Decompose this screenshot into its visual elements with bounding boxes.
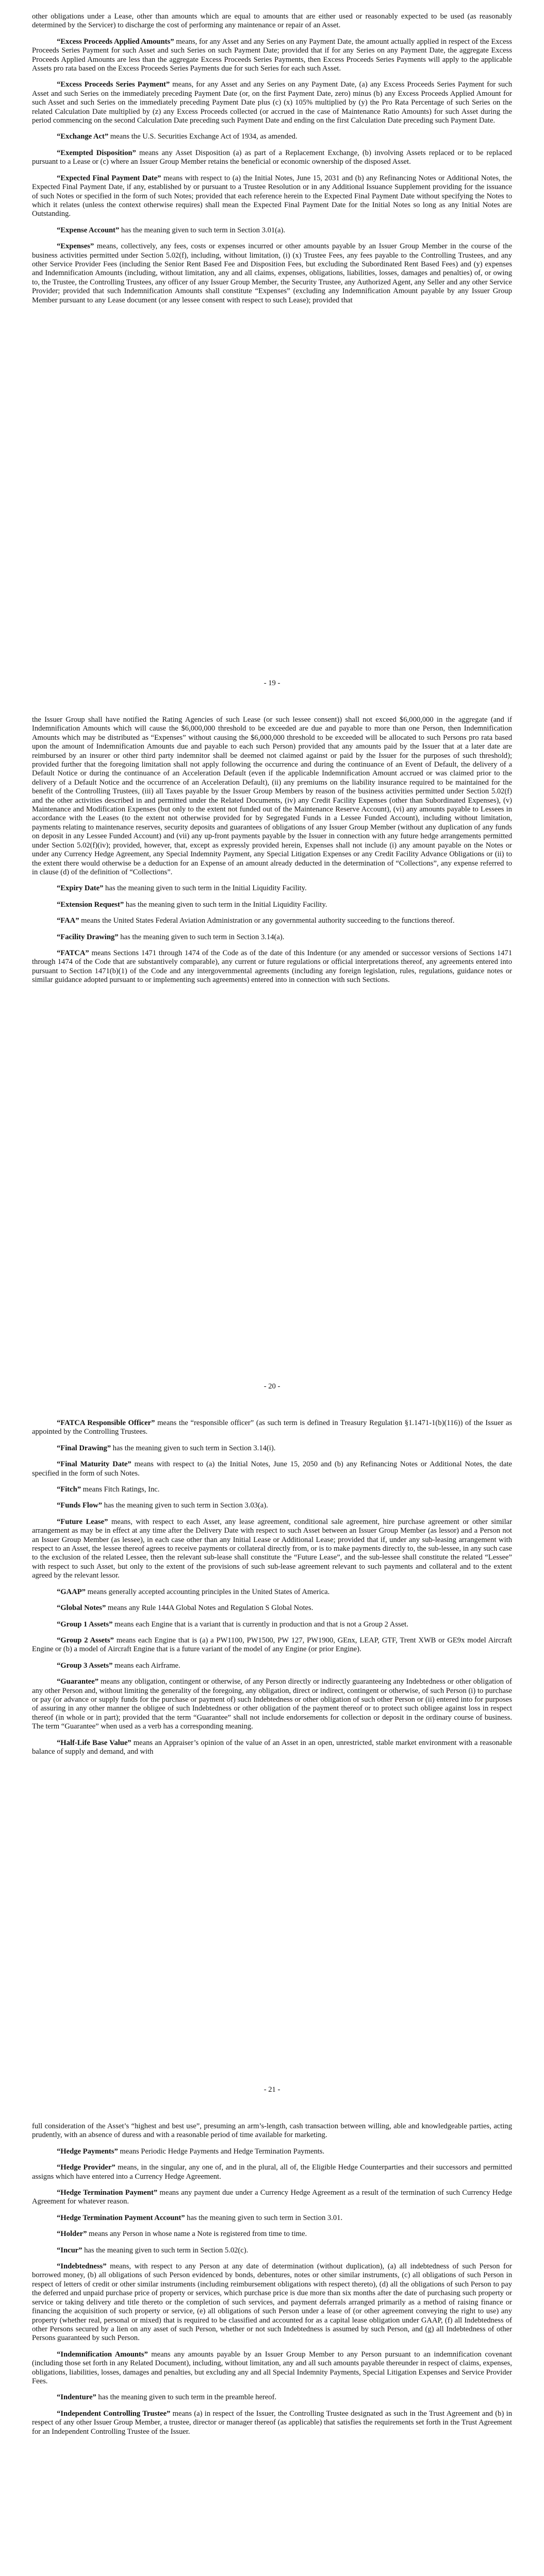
definition-text: has the meaning given to such term in Section 5.02(c).: [82, 2246, 249, 2255]
defined-term: “Funds Flow”: [57, 1501, 102, 1510]
page-21: [0, 1406, 544, 2110]
defined-term: “Exempted Disposition”: [57, 148, 136, 157]
page-number: - 21 -: [263, 2086, 281, 2094]
definition-text: means with respect to (a) the Initial Notes, June 15, 2050 and (b) any Refinancing Notes or Additional Notes, the date specified in the form of such Notes.: [32, 1460, 512, 1478]
defined-term: “Indenture”: [57, 2393, 96, 2402]
definition-text: the Issuer Group shall have notified the Rating Agencies of such Lease (or such lessee consent)) shall not exceed $6,000,000 in the aggregate (and if Indemnification Amounts which will cause the $6,000,000 threshold to be exceeded are due and payable to more than one Person, then Indemnification Amounts which may be distributed as “Expenses” without causing the $6,000,000 threshold to be exceeded will be allocated to such Persons pro rata based upon the amount of Indemnification Amounts due and payable to each such Person) provided that any amounts paid by the Issuer that at a later date are reimbursed by an insurer or other third party indemnitor shall be deemed not claimed against or paid by the Issuer for the purposes of such threshold); provided further that the foregoing limitation shall not apply following the occurrence and during the continuance of an Event of Default, the delivery of a Default Notice or during the continuance of an Acceleration Default (even if the applicable Indemnification Amount accrued or was claimed prior to the delivery of a Default Notice and the occurrence of an Acceleration Default), (ii) any premiums on the liability insurance required to be maintained for the benefit of the Controlling Trustees, (iii) all Taxes payable by the Issuer Group Members by reason of the business activities permitted under Section 5.02(f) and the other activities described in and permitted under the Related Documents, (iv) any Credit Facility Expenses (other than Subordinated Expenses), (v) Maintenance and Modification Expenses (but only to the extent not funded out of the Maintenance Reserve Account), (vi) any amounts payable to Lessees in accordance with the Leases (to the extent not otherwise provided for by Segregated Funds in a Lessee Funded Account), including without limitation, payments relating to maintenance reserves, security deposits and guarantees of obligations of any Issuer Group Member (without any duplication of any funds on deposit in any Lessee Funded Account) and (vii) any up-front payments payable by the Issuer in connection with any future hedge arrangements permitted under Section 5.02(f)(iv); provided, however, that, except as expressly provided herein, Expenses shall not include (i) any amount payable on the Notes or under any Currency Hedge Agreement, any Special Indemnity Payment, any Special Litigation Expenses or any Credit Facility Advance Obligations or (ii) to the extent there would otherwise be a deduction for an Expense of an amount already deducted in the determination of “Collections”, any expense referred to in clause (d) of the definition of “Collections”.: [32, 716, 512, 876]
definition-text: has the meaning given to such term in the preamble hereof.: [96, 2393, 277, 2402]
definition-text: means any payment due under a Currency Hedge Agreement as a result of the termination of such Currency Hedge Agreement for whatever reason.: [32, 2189, 513, 2206]
definition-paragraph: [32, 2122, 512, 2140]
definition-paragraph: [32, 884, 512, 893]
definition-text: means Periodic Hedge Payments and Hedge Termination Payments.: [118, 2147, 325, 2156]
definition-paragraph: [32, 2189, 512, 2207]
definition-paragraph: [32, 933, 512, 942]
defined-term: “Group 3 Assets”: [57, 1661, 113, 1670]
definition-paragraph: [32, 2262, 512, 2343]
defined-term: “FATCA Responsible Officer”: [57, 1419, 155, 1427]
definition-paragraph: [32, 1460, 512, 1478]
definition-text: other obligations under a Lease, other than amounts which are equal to amounts that are either used or reasonably expected to be used (as reasonably determined by the Servicer) to discharge the cost of performing any maintenance or repair of an Asset.: [32, 12, 512, 30]
page-content: [32, 12, 512, 312]
definition-text: means any Person in whose name a Note is registered from time to time.: [87, 2230, 307, 2239]
definition-text: means, for any Asset and any Series on any Payment Date, (a) any Excess Proceeds Series Payment for such Asset and such Series on the immediately preceding Payment Date (or, on the first Payment Date, zero) minus (b) any Excess Proceeds Applied Amount for such Asset and such Series on the immediately preceding Payment Date plus (c) (x) 105% multiplied by (y) the Pro Rata Percentage of such Series on the related Calculation Date multiplied by (z) any Excess Proceeds collected (or accrued in the case of Maintenance Ratio Amounts) for such Asset during the period commencing on the second Calculation Date preceding such Payment Date and ending on the first Calculation Date preceding such Payment Date.: [32, 80, 512, 125]
definition-text: means the United States Federal Aviation Administration or any governmental authority succeeding to the functions thereof.: [79, 917, 455, 925]
definition-paragraph: [32, 149, 512, 167]
page-number: - 19 -: [263, 679, 281, 687]
definition-paragraph: [32, 2230, 512, 2239]
definition-text: means the U.S. Securities Exchange Act of 1934, as amended.: [108, 132, 298, 141]
defined-term: “Facility Drawing”: [57, 933, 119, 941]
definition-text: has the meaning given to such term in the Initial Liquidity Facility.: [103, 884, 307, 893]
defined-term: “Incur”: [57, 2246, 83, 2255]
definition-text: means, for any Asset and any Series on any Payment Date, the amount actually applied in respect of the Excess Proceeds Series Payment for such Asset and such Series on such Payment Date; provided that if for any Series on any Payment Date, the aggregate Excess Proceeds Applied Amounts are less than the aggregate Excess Proceeds Series Payments, then Excess Proceeds Series Payments will apply to the applicable Assets pro rata based on the Excess Proceeds Series Payments due for such Series for each such Asset.: [32, 37, 512, 73]
defined-term: “Independent Controlling Trustee”: [57, 2409, 171, 2418]
definition-paragraph: [32, 1419, 512, 1437]
definition-paragraph: [32, 38, 512, 74]
page-20: [0, 703, 544, 1406]
definition-paragraph: [32, 1588, 512, 1597]
definition-text: means, collectively, any fees, costs or expenses incurred or other amounts payable by an Issuer Group Member in the course of the business activities permitted under Section 5.02(f), including, without limitation, (i) (x) Trustee Fees, any fees payable to the Controlling Trustees, and any other Service Provider Fees (including the Senior Rent Based Fee and Disposition Fees, but excluding the Subordinated Rent Based Fees) and (y) expenses and Indemnification Amounts (including, without limitation, any and all claims, expenses, obligations, liabilities, losses, damages and penalties) of, or owing to, the Trustee, the Controlling Trustees, any officer of any Issuer Group Member, the Security Trustee, any Authorized Agent, any Seller and any other Service Provider; provided that such Indemnification Amounts shall constitute “Expenses” (excluding any Indemnification Amount payable by any Issuer Group Member pursuant to any Lease document (or any lessee consent with respect to such Lease); provided that: [32, 242, 512, 304]
page-content: [32, 716, 512, 992]
definition-paragraph: [32, 2350, 512, 2386]
defined-term: “Expected Final Payment Date”: [57, 174, 161, 182]
definition-paragraph: [32, 1501, 512, 1510]
page-number: - 20 -: [263, 1382, 281, 1391]
definition-paragraph: [32, 1677, 512, 1731]
defined-term: “Group 2 Assets”: [57, 1636, 114, 1645]
definition-paragraph: [32, 1604, 512, 1613]
definition-text: means with respect to (a) the Initial Notes, June 15, 2031 and (b) any Refinancing Notes or Additional Notes, the Expected Final Payment Date, if any, established by or pursuant to a Trustee Resolution or in any Additional Issuance Supplement providing for the issuance of such Notes or specified in the form of such Notes; provided that each reference herein to the Expected Final Payment Date without specifying the Notes to which it relates (unless the context otherwise requires) shall mean the Expected Final Payment Date for the Initial Notes so long as any Initial Notes are Outstanding.: [32, 174, 513, 218]
page-content: [32, 1419, 512, 1764]
definition-paragraph: [32, 917, 512, 925]
definition-text: has the meaning given to such term in Section 3.03(a).: [102, 1501, 268, 1510]
definition-paragraph: [32, 2393, 512, 2402]
defined-term: “Global Notes”: [57, 1604, 106, 1613]
defined-term: “Hedge Termination Payment”: [57, 2189, 158, 2197]
defined-term: “Holder”: [57, 2230, 87, 2239]
definition-paragraph: [32, 174, 512, 219]
definition-paragraph: [32, 1662, 512, 1670]
definition-paragraph: [32, 2246, 512, 2255]
definition-text: means any Rule 144A Global Notes and Regulation S Global Notes.: [106, 1604, 314, 1613]
definition-paragraph: [32, 716, 512, 877]
definition-text: means, in the singular, any one of, and in the plural, all of, the Eligible Hedge Counterparties and their successors and permitted assigns which have entered into a Currency Hedge Agreement.: [32, 2163, 513, 2181]
definition-paragraph: [32, 1636, 512, 1654]
defined-term: “Expiry Date”: [57, 884, 104, 893]
defined-term: “Final Maturity Date”: [57, 1460, 131, 1469]
defined-term: “GAAP”: [57, 1587, 86, 1596]
definition-text: means, with respect to any Person at any date of determination (without duplication), (a) all indebtedness of such Person for borrowed money, (b) all obligations of such Person evidenced by bonds, debentures, notes or other similar instruments, (c) all obligations of such Person in respect of letters of credit or other similar instruments (including reimbursement obligations with respect thereto), (d) all the obligations of such Person to pay the deferred and unpaid purchase price of property or services, which purchase price is due more than six months after the date of purchasing such property or service or taking delivery and title thereto or the completion of such services, and payment deferrals arranged primarily as a method of raising finance or financing the acquisition of such property or service, (e) all obligations of such Person under a lease of (or other agreement conveying the right to use) any property (whether real, personal or mixed) that is required to be classified and accounted for as a capital lease obligation under GAAP, (f) all Indebtedness of other Persons secured by a lien on any asset of such Person, whether or not such Indebtedness is assumed by such Person, and (g) all Indebtedness of other Persons guaranteed by such Person.: [32, 2262, 512, 2343]
defined-term: “Exchange Act”: [57, 132, 109, 141]
definition-paragraph: [32, 12, 512, 30]
definition-text: means any Asset Disposition (a) as part of a Replacement Exchange, (b) involving Assets replaced or to be replaced pursuant to a Lease or (c) where an Issuer Group Member retains the beneficial or economic ownership of the disposed Asset.: [32, 148, 512, 166]
definition-paragraph: [32, 1518, 512, 1581]
definition-paragraph: [32, 949, 512, 985]
defined-term: “Hedge Termination Payment Account”: [57, 2213, 185, 2222]
defined-term: “Extension Request”: [57, 900, 124, 909]
defined-term: “Group 1 Assets”: [57, 1620, 113, 1629]
defined-term: “Fitch”: [57, 1485, 81, 1494]
defined-term: “Expense Account”: [57, 226, 120, 234]
defined-term: “FATCA”: [57, 948, 89, 957]
definition-text: has the meaning given to such term in Section 3.01.: [185, 2213, 343, 2222]
defined-term: “Expenses”: [57, 242, 94, 251]
definition-paragraph: [32, 2214, 512, 2223]
definition-paragraph: [32, 901, 512, 909]
definition-paragraph: [32, 226, 512, 235]
defined-term: “Final Drawing”: [57, 1444, 111, 1452]
definition-text: means each Engine that is a variant that is currently in production and that is not a Group 2 Asset.: [112, 1620, 408, 1629]
definition-paragraph: [32, 242, 512, 305]
definition-text: means any obligation, contingent or otherwise, of any Person directly or indirectly guaranteeing any Indebtedness or other obligation of any other Person and, without limiting the generality of the foregoing, any obligation, direct or indirect, contingent or otherwise, of such Person (i) to purchase or pay (or advance or supply funds for the purchase or payment of) such Indebtedness or other obligation of such other Person or (ii) entered into for purposes of assuring in any other manner the obligee of such Indebtedness or other obligation of the payment thereof or to protect such obligee against loss in respect thereof (in whole or in part); provided that the term “Guarantee” shall not include endorsements for collection or deposit in the ordinary course of business. The term “Guarantee” when used as a verb has a corresponding meaning.: [32, 1677, 512, 1731]
definition-text: has the meaning given to such term in Section 3.14(a).: [118, 933, 285, 941]
definition-text: means Sections 1471 through 1474 of the Code as of the date of this Indenture (or any amended or successor versions of Sections 1471 through 1474 of the Code that are substantively comparable), any current or future regulations or official interpretations thereof, any agreements entered into pursuant to Section 1471(b)(1) of the Code and any intergovernmental agreements (including any foreign legislation, rules, regulations, guidance notes or similar guidance adopted pursuant to or implementing such agreements) entered into in connection with such Sections.: [32, 948, 512, 985]
definition-text: has the meaning given to such term in Section 3.14(i).: [111, 1444, 276, 1452]
definition-paragraph: [32, 2147, 512, 2156]
definition-text: means generally accepted accounting principles in the United States of America.: [85, 1587, 330, 1596]
definition-paragraph: [32, 80, 512, 125]
page-19: [0, 0, 544, 703]
definition-paragraph: [32, 132, 512, 141]
defined-term: “Indemnification Amounts”: [57, 2350, 148, 2359]
definition-paragraph: [32, 2163, 512, 2181]
definition-paragraph: [32, 1620, 512, 1629]
defined-term: “Half-Life Base Value”: [57, 1738, 131, 1747]
definition-text: means any amounts payable by an Issuer Group Member to any Person pursuant to an indemnification covenant (including those set forth in any Related Document), including, without limitation, any and all such amounts payable thereunder in respect of claims, expenses, obligations, liabilities, losses, damages and penalties, but excluding any and all Special Indemnity Payments, Special Litigation Expenses and Service Provider Fees.: [32, 2350, 512, 2385]
defined-term: “Excess Proceeds Series Payment”: [57, 80, 170, 89]
definition-paragraph: [32, 1485, 512, 1494]
defined-term: “FAA”: [57, 917, 79, 925]
definition-text: means an Appraiser’s opinion of the value of an Asset in an open, unrestricted, stable market environment with a reasonable balance of supply and demand, and with: [32, 1738, 512, 1756]
definition-text: means, with respect to each Asset, any lease agreement, conditional sale agreement, hire purchase agreement or other similar arrangement as may be in effect at any time after the Delivery Date with respect to such Asset between an Issuer Group Member (as lessor) and a Person not an Issuer Group Member (as lessee), in each case other than any Initial Lease or Additional Lease; provided that if, under any sub-leasing arrangement with respect to an Asset, the lessee thereof agrees to receive payments or collateral directly from, or is to make payments directly to, the sub-lessee, in any such case to the exclusion of the related Lessee, then the relevant sub-lease shall constitute the “Future Lease”, and the sub-lessee shall constitute the related “Lessee” with respect to such Asset, but only to the extent of the provisions of such sub-lease agreement relevant to such payments and collateral and to the extent agreed by the relevant lessor.: [32, 1517, 512, 1580]
defined-term: “Hedge Payments”: [57, 2147, 118, 2156]
definition-text: means the “responsible officer” (as such term is defined in Treasury Regulation §1.1471-1(b)(116)) of the Issuer as appointed by the Controlling Trustees.: [32, 1419, 512, 1436]
page-content: [32, 2122, 512, 2444]
page-22: [0, 2110, 544, 2576]
definition-text: means each Engine that is (a) a PW1100, PW1500, PW 127, PW1900, GEnx, LEAP, GTF, Trent XWB or GE9x model Aircraft Engine or (b) a model of Aircraft Engine that is a future variant of the model of any Engine (or prior Engine).: [32, 1636, 512, 1654]
defined-term: “Future Lease”: [57, 1517, 108, 1526]
definition-text: has the meaning given to such term in Section 3.01(a).: [119, 226, 286, 234]
defined-term: “Excess Proceeds Applied Amounts”: [57, 37, 174, 46]
definition-paragraph: [32, 2410, 512, 2436]
definition-text: full consideration of the Asset’s “highest and best use”, presuming an arm’s-length, cash transaction between willing, able and knowledgeable parties, acting prudently, with an absence of duress and with a reasonable period of time available for marketing.: [32, 2122, 512, 2140]
definition-text: means Fitch Ratings, Inc.: [81, 1485, 160, 1494]
defined-term: “Indebtedness”: [57, 2262, 107, 2271]
definition-text: means each Airframe.: [112, 1661, 180, 1670]
definition-paragraph: [32, 1739, 512, 1757]
definition-paragraph: [32, 1444, 512, 1453]
definition-text: means (a) in respect of the Issuer, the Controlling Trustee designated as such in the Trust Agreement and (b) in respect of any other Issuer Group Member, a trustee, director or manager thereof (as applicable) that satisfies the requirements set forth in the Trust Agreement for an Independent Controlling Trustee of the Issuer.: [32, 2409, 512, 2436]
defined-term: “Guarantee”: [57, 1677, 99, 1686]
definition-text: has the meaning given to such term in the Initial Liquidity Facility.: [124, 900, 327, 909]
defined-term: “Hedge Provider”: [57, 2163, 116, 2172]
